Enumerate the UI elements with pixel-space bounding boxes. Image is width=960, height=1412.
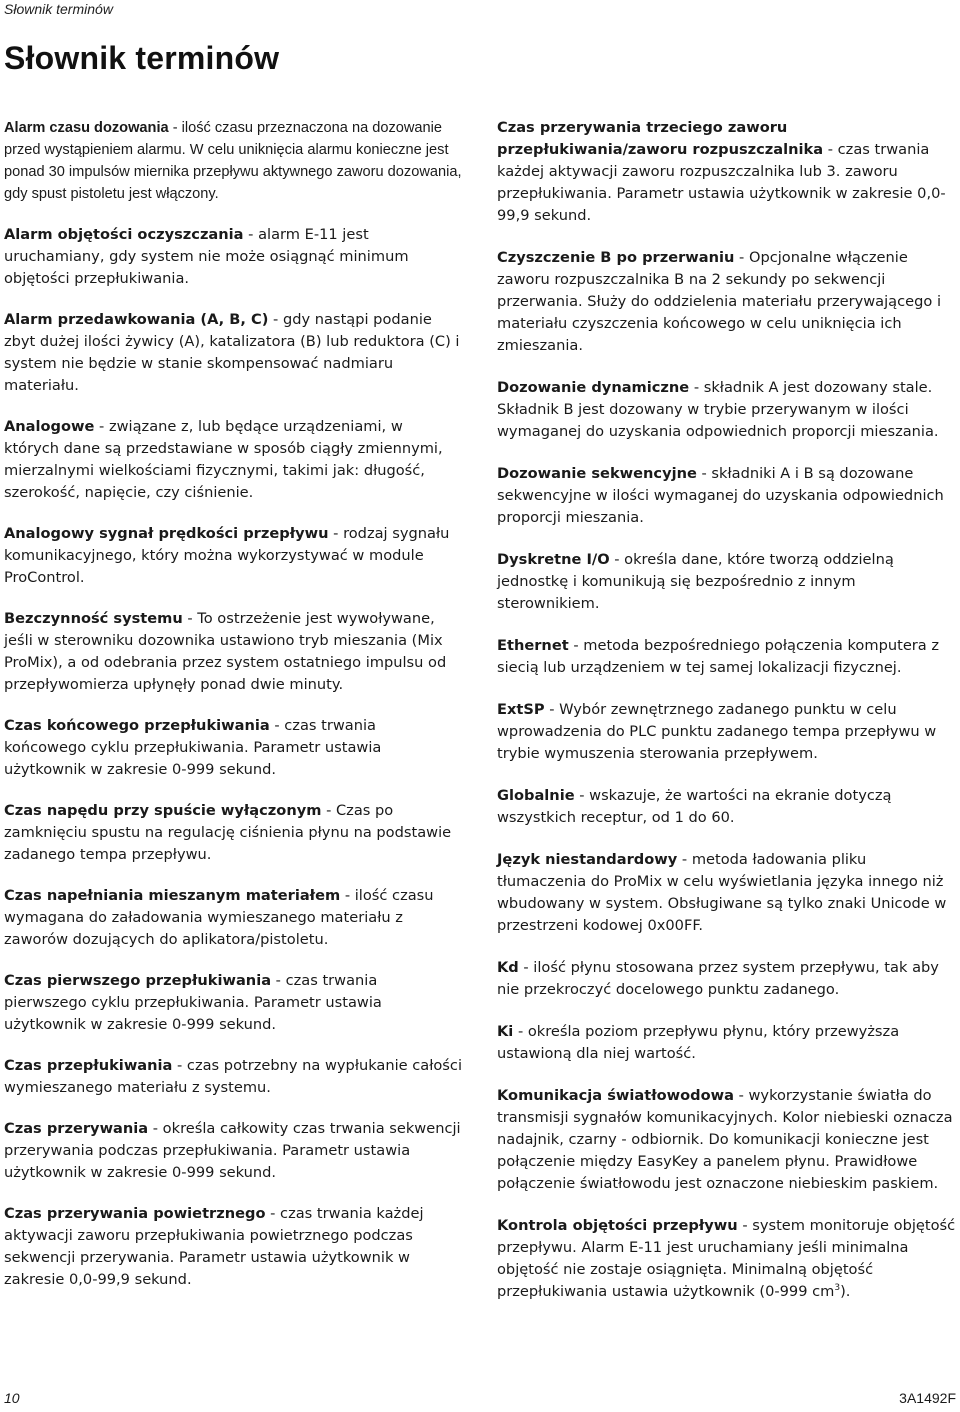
glossary-entry <box>497 635 957 679</box>
document-code: 3A1492F <box>899 1390 956 1406</box>
glossary-definition: - czas trwania pierwszego cyklu przepłukiwania. Parametr ustawia użytkownik w zakresie 0-999 sekund. <box>4 972 382 1033</box>
glossary-term: Czas przepłukiwania <box>4 1057 173 1074</box>
glossary-definition: - czas potrzebny na wypłukanie całości wymieszanego materiału z systemu. <box>4 1057 462 1096</box>
glossary-entry <box>497 849 957 937</box>
glossary-term: Czas napędu przy spuście wyłączonym <box>4 802 322 819</box>
glossary-definition: - gdy nastąpi podanie zbyt dużej ilości żywicy (A), katalizatora (B) lub reduktora (C) i system nie będzie w stanie skompensować nadmiaru materiału. <box>4 311 460 394</box>
glossary-definition: - rodzaj sygnału komunikacyjnego, który można wykorzystywać w module ProControl. <box>4 525 450 586</box>
glossary-term: Dozowanie sekwencyjne <box>497 465 697 482</box>
glossary-term: Czyszczenie B po przerwaniu <box>497 249 735 266</box>
glossary-entry <box>4 970 462 1036</box>
glossary-definition: - system monitoruje objętość przepływu. Alarm E-11 jest uruchamiany jeśli minimalna objętość nie zostaje osiągnięta. Minimalną objętość przepłukiwania ustawia użytkownik (0-999 cm <box>497 1217 956 1300</box>
glossary-term: Czas przerywania <box>4 1120 149 1137</box>
glossary-term: Czas przerywania powietrznego <box>4 1205 266 1222</box>
glossary-definition: - alarm E-11 jest uruchamiany, gdy system nie może osiągnąć minimum objętości przepłukiwania. <box>4 226 409 287</box>
glossary-term: Dozowanie dynamiczne <box>497 379 690 396</box>
glossary-term: Alarm objętości oczyszczania <box>4 226 244 243</box>
glossary-term: Język niestandardowy <box>497 851 678 868</box>
definition-tail: ). <box>840 1283 851 1300</box>
glossary-entry <box>497 247 957 357</box>
glossary-entry <box>497 463 957 529</box>
glossary-term: Dyskretne I/O <box>497 551 610 568</box>
glossary-term: Czas końcowego przepłukiwania <box>4 717 270 734</box>
glossary-definition: - wskazuje, że wartości na ekranie dotyczą wszystkich receptur, od 1 do 60. <box>497 787 892 826</box>
glossary-entry <box>4 523 462 589</box>
glossary-entry <box>4 1203 462 1291</box>
glossary-entry <box>497 785 957 829</box>
glossary-entry <box>497 549 957 615</box>
glossary-definition: - ilość płynu stosowana przez system przepływu, tak aby nie przekroczyć docelowego punktu zadanego. <box>497 959 939 998</box>
glossary-term: ExtSP <box>497 701 545 718</box>
glossary-term: Alarm przedawkowania (A, B, C) <box>4 311 269 328</box>
page-title: Słownik terminów <box>4 40 280 76</box>
glossary-term: Ki <box>497 1023 514 1040</box>
glossary-definition: - składnik A jest dozowany stale. Składnik B jest dozowany w trybie przerywanym w ilości wymaganej do uzyskania odpowiednich proporcji mieszania. <box>497 379 939 440</box>
glossary-definition: - określa całkowity czas trwania sekwencji przerywania podczas przepłukiwania. Parametr ustawia użytkownik w zakresie 0-999 sekund. <box>4 1120 461 1181</box>
glossary-definition: - czas trwania każdej aktywacji zaworu przepłukiwania powietrznego podczas sekwencji przerywania. Parametr ustawia użytkownik w zakresie 0,0-99,9 sekund. <box>4 1205 424 1288</box>
glossary-right-column <box>497 117 957 1323</box>
glossary-entry <box>4 224 462 290</box>
glossary-definition: - czas trwania końcowego cyklu przepłukiwania. Parametr ustawia użytkownik w zakresie 0-999 sekund. <box>4 717 382 778</box>
glossary-definition: - To ostrzeżenie jest wywoływane, jeśli w sterowniku dozownika ustawiono tryb mieszania (Mix ProMix), a od odebrania przez system ostatniego impulsu od przepływomierza upłynęły ponad dwie minuty. <box>4 610 447 693</box>
glossary-definition: - związane z, lub będące urządzeniami, w których dane są przedstawiane w sposób ciągły zmiennymi, mierzalnymi wielkościami fizycznymi, takimi jak: długość, szerokość, napięcie, czy ciśnienie. <box>4 418 443 501</box>
glossary-term: Czas przerywania trzeciego zaworu przepłukiwania/zaworu rozpuszczalnika <box>497 119 824 158</box>
glossary-entry <box>4 1055 462 1099</box>
glossary-entry <box>4 1118 462 1184</box>
glossary-entry <box>497 1215 957 1303</box>
running-header: Słownik terminów <box>4 1 113 17</box>
glossary-entry <box>497 117 957 227</box>
glossary-definition: - Wybór zewnętrznego zadanego punktu w celu wprowadzenia do PLC punktu zadanego tempa przepływu w trybie wymuszenia sterowania przepływem. <box>497 701 937 762</box>
page-number: 10 <box>4 1390 20 1406</box>
glossary-definition: - ilość czasu przeznaczona na dozowanie przed wystąpieniem alarmu. W celu uniknięcia alarmu konieczne jest ponad 30 impulsów miernika przepływu aktywnego zaworu dozowania, gdy spust pistoletu jest włączony. <box>4 120 462 202</box>
glossary-left-column <box>4 117 462 1310</box>
glossary-term: Analogowy sygnał prędkości przepływu <box>4 525 329 542</box>
glossary-term: Komunikacja światłowodowa <box>497 1087 734 1104</box>
glossary-entry <box>4 117 462 205</box>
glossary-entry <box>4 416 462 504</box>
glossary-definition: - ilość czasu wymagana do załadowania wymieszanego materiału z zaworów dozujących do aplikatora/pistoletu. <box>4 887 434 948</box>
glossary-entry <box>497 377 957 443</box>
superscript: 3 <box>834 1283 841 1294</box>
glossary-definition: - metoda ładowania pliku tłumaczenia do ProMix w celu wyświetlania języka innego niż wbudowany w system. Obsługiwane są tylko znaki Unicode w przestrzeni kodowej 0x00FF. <box>497 851 947 934</box>
glossary-entry <box>497 957 957 1001</box>
glossary-definition: - czas trwania każdej aktywacji zaworu rozpuszczalnika lub 3. zaworu przepłukiwania. Parametr ustawia użytkownik w zakresie 0,0-99,9 sekund. <box>497 141 946 224</box>
glossary-term: Bezczynność systemu <box>4 610 183 627</box>
glossary-entry <box>497 699 957 765</box>
glossary-definition: - Czas po zamknięciu spustu na regulację ciśnienia płynu na podstawie zadanego tempa przepływu. <box>4 802 452 863</box>
glossary-entry <box>4 608 462 696</box>
glossary-definition: - wykorzystanie światła do transmisji sygnałów komunikacyjnych. Kolor niebieski oznacza nadajnik, czarny - odbiornik. Do komunikacji konieczne jest połączenie między EasyKey a panelem płynu. Prawidłowe połączenie światłowodu jest oznaczone niebieskim paskiem. <box>497 1087 953 1192</box>
glossary-term: Kd <box>497 959 519 976</box>
glossary-term: Ethernet <box>497 637 569 654</box>
glossary-term: Czas napełniania mieszanym materiałem <box>4 887 341 904</box>
glossary-entry <box>4 885 462 951</box>
glossary-term: Alarm czasu dozowania <box>4 120 169 136</box>
glossary-entry <box>497 1021 957 1065</box>
glossary-definition: - Opcjonalne włączenie zaworu rozpuszczalnika B na 2 sekundy po sekwencji przerwania. Służy do oddzielenia materiału przerywającego i materiału czyszczenia końcowego w celu uniknięcia ich zmieszania. <box>497 249 941 354</box>
glossary-definition: - określa poziom przepływu płynu, który przewyższa ustawioną dla niej wartość. <box>497 1023 900 1062</box>
glossary-term: Globalnie <box>497 787 575 804</box>
glossary-term: Kontrola objętości przepływu <box>497 1217 738 1234</box>
glossary-entry <box>4 715 462 781</box>
glossary-definition: - składniki A i B są dozowane sekwencyjne w ilości wymaganej do uzyskania odpowiednich proporcji mieszania. <box>497 465 944 526</box>
glossary-term: Analogowe <box>4 418 95 435</box>
glossary-entry <box>4 309 462 397</box>
glossary-definition: - metoda bezpośredniego połączenia komputera z siecią lub urządzeniem w tej samej lokalizacji fizycznej. <box>497 637 940 676</box>
glossary-term: Czas pierwszego przepłukiwania <box>4 972 272 989</box>
glossary-entry <box>497 1085 957 1195</box>
glossary-entry <box>4 800 462 866</box>
glossary-definition: - określa dane, które tworzą oddzielną jednostkę i komunikują się bezpośrednio z innym sterownikiem. <box>497 551 894 612</box>
